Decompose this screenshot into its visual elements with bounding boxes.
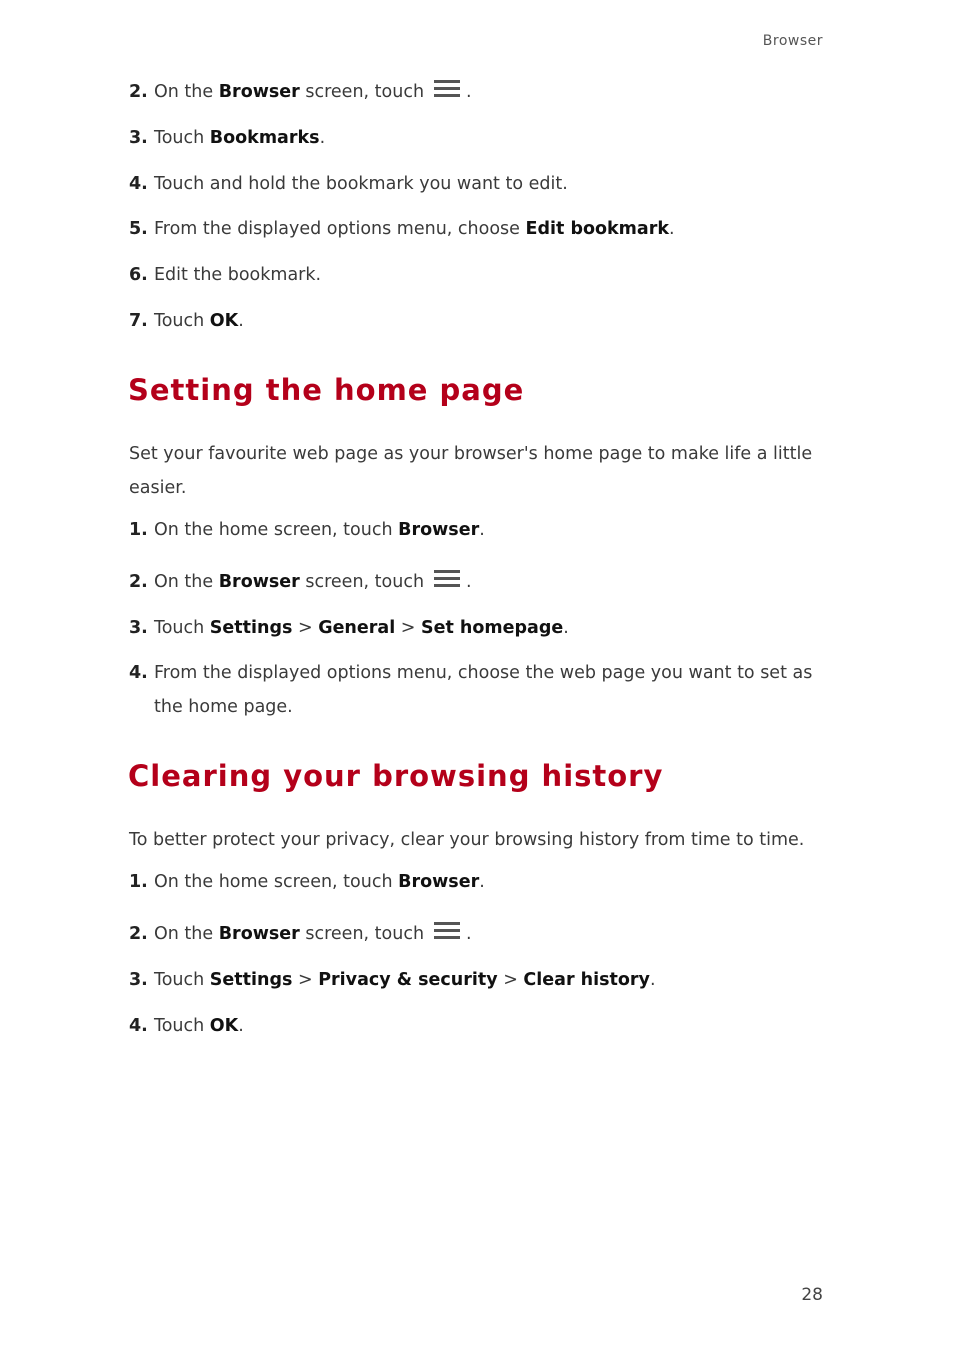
section-intro: Set your favourite web page as your browser's home page to make life a little easier. bbox=[129, 444, 813, 498]
list-item: 2. On the Browser screen, touch . bbox=[129, 82, 472, 102]
page-number: 28 bbox=[801, 1285, 823, 1305]
list-item: 7. Touch OK. bbox=[129, 311, 244, 331]
list-item: 1. On the home screen, touch Browser. bbox=[129, 520, 485, 540]
running-header: Browser bbox=[762, 33, 823, 49]
list-item: 2. On the Browser screen, touch . bbox=[129, 924, 472, 944]
menu-icon bbox=[434, 570, 460, 588]
list-item: 3. Touch Settings > Privacy & security > Clear history. bbox=[129, 970, 656, 990]
list-item: 2. On the Browser screen, touch . bbox=[129, 572, 472, 592]
list-item: 4. Touch and hold the bookmark you want to edit. bbox=[129, 174, 568, 194]
list-item: 4. From the displayed options menu, choose the web page you want to set as the home page. bbox=[129, 663, 813, 717]
list-item: 5. From the displayed options menu, choose Edit bookmark. bbox=[129, 219, 675, 239]
menu-icon bbox=[434, 922, 460, 940]
section-intro: To better protect your privacy, clear your browsing history from time to time. bbox=[129, 830, 805, 850]
list-item: 1. On the home screen, touch Browser. bbox=[129, 872, 485, 892]
section-title-home-page: Setting the home page bbox=[128, 373, 525, 407]
list-item: 3. Touch Settings > General > Set homepage. bbox=[129, 618, 569, 638]
list-item: 4. Touch OK. bbox=[129, 1016, 244, 1036]
menu-icon bbox=[434, 80, 460, 98]
section-title-clear-history: Clearing your browsing history bbox=[128, 759, 664, 793]
list-item: 6. Edit the bookmark. bbox=[129, 265, 322, 285]
list-item: 3. Touch Bookmarks. bbox=[129, 128, 326, 148]
